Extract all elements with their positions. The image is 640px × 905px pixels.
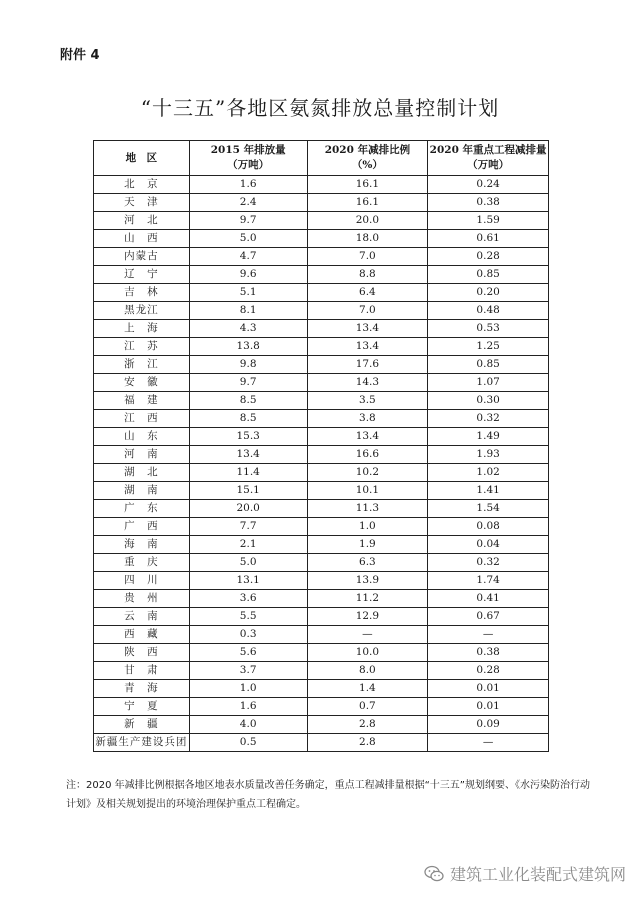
table-row (94, 500, 549, 518)
cell-emission-2015: 13.4 (189, 446, 307, 464)
cell-region: 青 海 (94, 680, 190, 698)
table-row (94, 428, 549, 446)
cell-reduction-ratio: 13.4 (307, 320, 428, 338)
cell-key-project-reduction: 0.38 (428, 644, 549, 662)
cell-emission-2015: 2.1 (189, 536, 307, 554)
table-row (94, 662, 549, 680)
table-header-row (94, 141, 549, 176)
table-row (94, 572, 549, 590)
cell-emission-2015: 1.6 (189, 698, 307, 716)
cell-reduction-ratio: 2.8 (307, 716, 428, 734)
cell-reduction-ratio: 8.0 (307, 662, 428, 680)
cell-reduction-ratio: 6.4 (307, 284, 428, 302)
table-row (94, 302, 549, 320)
cell-emission-2015: 5.6 (189, 644, 307, 662)
cell-key-project-reduction: 1.25 (428, 338, 549, 356)
cell-reduction-ratio: 1.0 (307, 518, 428, 536)
cell-reduction-ratio: 3.8 (307, 410, 428, 428)
cell-reduction-ratio: 11.2 (307, 590, 428, 608)
cell-region: 新疆生产建设兵团 (94, 734, 190, 752)
cell-emission-2015: 5.0 (189, 230, 307, 248)
cell-key-project-reduction: 0.67 (428, 608, 549, 626)
cell-key-project-reduction: — (428, 734, 549, 752)
cell-reduction-ratio: 3.5 (307, 392, 428, 410)
cell-emission-2015: 1.0 (189, 680, 307, 698)
cell-emission-2015: 13.8 (189, 338, 307, 356)
cell-key-project-reduction: 1.41 (428, 482, 549, 500)
table-row (94, 536, 549, 554)
cell-emission-2015: 3.7 (189, 662, 307, 680)
table-row (94, 644, 549, 662)
cell-key-project-reduction: 0.38 (428, 194, 549, 212)
cell-reduction-ratio: 10.1 (307, 482, 428, 500)
cell-key-project-reduction: — (428, 626, 549, 644)
cell-key-project-reduction: 0.85 (428, 356, 549, 374)
cell-region: 贵 州 (94, 590, 190, 608)
cell-key-project-reduction: 1.59 (428, 212, 549, 230)
cell-key-project-reduction: 1.07 (428, 374, 549, 392)
cell-key-project-reduction: 0.01 (428, 680, 549, 698)
cell-key-project-reduction: 1.74 (428, 572, 549, 590)
cell-emission-2015: 5.0 (189, 554, 307, 572)
cell-region: 广 西 (94, 518, 190, 536)
cell-key-project-reduction: 0.20 (428, 284, 549, 302)
table-row (94, 248, 549, 266)
cell-key-project-reduction: 0.61 (428, 230, 549, 248)
cell-reduction-ratio: 7.0 (307, 302, 428, 320)
cell-region: 天 津 (94, 194, 190, 212)
table-row (94, 590, 549, 608)
cell-key-project-reduction: 0.32 (428, 554, 549, 572)
table-row (94, 176, 549, 194)
table-row (94, 680, 549, 698)
cell-reduction-ratio: 1.4 (307, 680, 428, 698)
cell-key-project-reduction: 0.08 (428, 518, 549, 536)
cell-region: 陕 西 (94, 644, 190, 662)
cell-reduction-ratio: 12.9 (307, 608, 428, 626)
cell-key-project-reduction: 0.48 (428, 302, 549, 320)
table-row (94, 698, 549, 716)
cell-reduction-ratio: 17.6 (307, 356, 428, 374)
cell-key-project-reduction: 1.54 (428, 500, 549, 518)
cell-region: 河 南 (94, 446, 190, 464)
cell-region: 内蒙古 (94, 248, 190, 266)
cell-reduction-ratio: 16.6 (307, 446, 428, 464)
watermark-text: 建筑工业化装配式建筑网 (449, 865, 626, 884)
cell-emission-2015: 0.5 (189, 734, 307, 752)
table-row (94, 230, 549, 248)
cell-emission-2015: 5.1 (189, 284, 307, 302)
cell-emission-2015: 13.1 (189, 572, 307, 590)
table-row (94, 194, 549, 212)
cell-emission-2015: 9.7 (189, 212, 307, 230)
cell-region: 云 南 (94, 608, 190, 626)
column-header-key-project-reduction: 2020 年重点工程减排量 （万吨） (428, 141, 549, 176)
cell-emission-2015: 8.1 (189, 302, 307, 320)
attachment-label: 附件 4 (60, 48, 100, 63)
cell-region: 辽 宁 (94, 266, 190, 284)
cell-region: 湖 南 (94, 482, 190, 500)
cell-reduction-ratio: 20.0 (307, 212, 428, 230)
table-row (94, 608, 549, 626)
cell-region: 宁 夏 (94, 698, 190, 716)
cell-emission-2015: 2.4 (189, 194, 307, 212)
table-row (94, 410, 549, 428)
cell-emission-2015: 0.3 (189, 626, 307, 644)
cell-region: 山 东 (94, 428, 190, 446)
cell-region: 上 海 (94, 320, 190, 338)
cell-emission-2015: 9.8 (189, 356, 307, 374)
cell-reduction-ratio: 6.3 (307, 554, 428, 572)
cell-region: 新 疆 (94, 716, 190, 734)
cell-reduction-ratio: 10.2 (307, 464, 428, 482)
table-row (94, 356, 549, 374)
cell-reduction-ratio: 10.0 (307, 644, 428, 662)
table-row (94, 716, 549, 734)
cell-key-project-reduction: 0.04 (428, 536, 549, 554)
cell-emission-2015: 20.0 (189, 500, 307, 518)
cell-key-project-reduction: 0.01 (428, 698, 549, 716)
footnote: 注：2020 年减排比例根据各地区地表水质量改善任务确定，重点工程减排量根据“十三五”规划纲要、《水污染防治行动计划》及相关规划提出的环境治理保护重点工程确定。 (66, 780, 590, 810)
cell-region: 山 西 (94, 230, 190, 248)
table-row (94, 284, 549, 302)
cell-region: 四 川 (94, 572, 190, 590)
cell-emission-2015: 8.5 (189, 392, 307, 410)
cell-reduction-ratio: — (307, 626, 428, 644)
cell-region: 北 京 (94, 176, 190, 194)
cell-region: 广 东 (94, 500, 190, 518)
table-row (94, 446, 549, 464)
cell-emission-2015: 7.7 (189, 518, 307, 536)
cell-key-project-reduction: 0.30 (428, 392, 549, 410)
cell-region: 海 南 (94, 536, 190, 554)
table-row (94, 266, 549, 284)
cell-emission-2015: 4.0 (189, 716, 307, 734)
cell-emission-2015: 5.5 (189, 608, 307, 626)
cell-emission-2015: 1.6 (189, 176, 307, 194)
cell-emission-2015: 9.6 (189, 266, 307, 284)
cell-emission-2015: 9.7 (189, 374, 307, 392)
cell-key-project-reduction: 1.49 (428, 428, 549, 446)
table-row (94, 626, 549, 644)
cell-region: 西 藏 (94, 626, 190, 644)
cell-region: 江 西 (94, 410, 190, 428)
cell-reduction-ratio: 14.3 (307, 374, 428, 392)
table-row (94, 374, 549, 392)
table-row (94, 464, 549, 482)
cell-emission-2015: 15.3 (189, 428, 307, 446)
table-row (94, 338, 549, 356)
cell-region: 浙 江 (94, 356, 190, 374)
cell-key-project-reduction: 0.24 (428, 176, 549, 194)
table-row (94, 518, 549, 536)
watermark (424, 862, 626, 885)
cell-reduction-ratio: 11.3 (307, 500, 428, 518)
cell-key-project-reduction: 0.28 (428, 662, 549, 680)
cell-region: 江 苏 (94, 338, 190, 356)
cell-region: 河 北 (94, 212, 190, 230)
cell-emission-2015: 3.6 (189, 590, 307, 608)
cell-reduction-ratio: 13.4 (307, 428, 428, 446)
table-row (94, 320, 549, 338)
cell-reduction-ratio: 13.4 (307, 338, 428, 356)
table-row (94, 212, 549, 230)
cell-region: 黑龙江 (94, 302, 190, 320)
table-row (94, 734, 549, 752)
cell-emission-2015: 8.5 (189, 410, 307, 428)
cell-reduction-ratio: 7.0 (307, 248, 428, 266)
cell-reduction-ratio: 16.1 (307, 194, 428, 212)
cell-emission-2015: 15.1 (189, 482, 307, 500)
cell-reduction-ratio: 16.1 (307, 176, 428, 194)
cell-reduction-ratio: 8.8 (307, 266, 428, 284)
cell-emission-2015: 11.4 (189, 464, 307, 482)
cell-key-project-reduction: 0.85 (428, 266, 549, 284)
cell-emission-2015: 4.3 (189, 320, 307, 338)
cell-emission-2015: 4.7 (189, 248, 307, 266)
cell-region: 甘 肃 (94, 662, 190, 680)
cell-reduction-ratio: 18.0 (307, 230, 428, 248)
cell-region: 福 建 (94, 392, 190, 410)
cell-region: 重 庆 (94, 554, 190, 572)
cell-key-project-reduction: 0.32 (428, 410, 549, 428)
table-row (94, 482, 549, 500)
cell-reduction-ratio: 1.9 (307, 536, 428, 554)
column-header-emission-2015: 2015 年排放量 （万吨） (189, 141, 307, 176)
document-title: “十三五”各地区氨氮排放总量控制计划 (140, 96, 500, 120)
cell-reduction-ratio: 2.8 (307, 734, 428, 752)
cell-key-project-reduction: 0.53 (428, 320, 549, 338)
cell-region: 湖 北 (94, 464, 190, 482)
emission-plan-table (93, 140, 549, 752)
cell-key-project-reduction: 0.09 (428, 716, 549, 734)
cell-key-project-reduction: 1.02 (428, 464, 549, 482)
cell-key-project-reduction: 1.93 (428, 446, 549, 464)
table-row (94, 554, 549, 572)
column-header-reduction-ratio: 2020 年减排比例 （%） (307, 141, 428, 176)
table-body (94, 176, 549, 752)
wechat-icon (424, 865, 444, 883)
cell-key-project-reduction: 0.28 (428, 248, 549, 266)
cell-region: 吉 林 (94, 284, 190, 302)
cell-region: 安 徽 (94, 374, 190, 392)
table-row (94, 392, 549, 410)
column-header-region: 地 区 (94, 141, 190, 176)
cell-reduction-ratio: 13.9 (307, 572, 428, 590)
cell-key-project-reduction: 0.41 (428, 590, 549, 608)
cell-reduction-ratio: 0.7 (307, 698, 428, 716)
